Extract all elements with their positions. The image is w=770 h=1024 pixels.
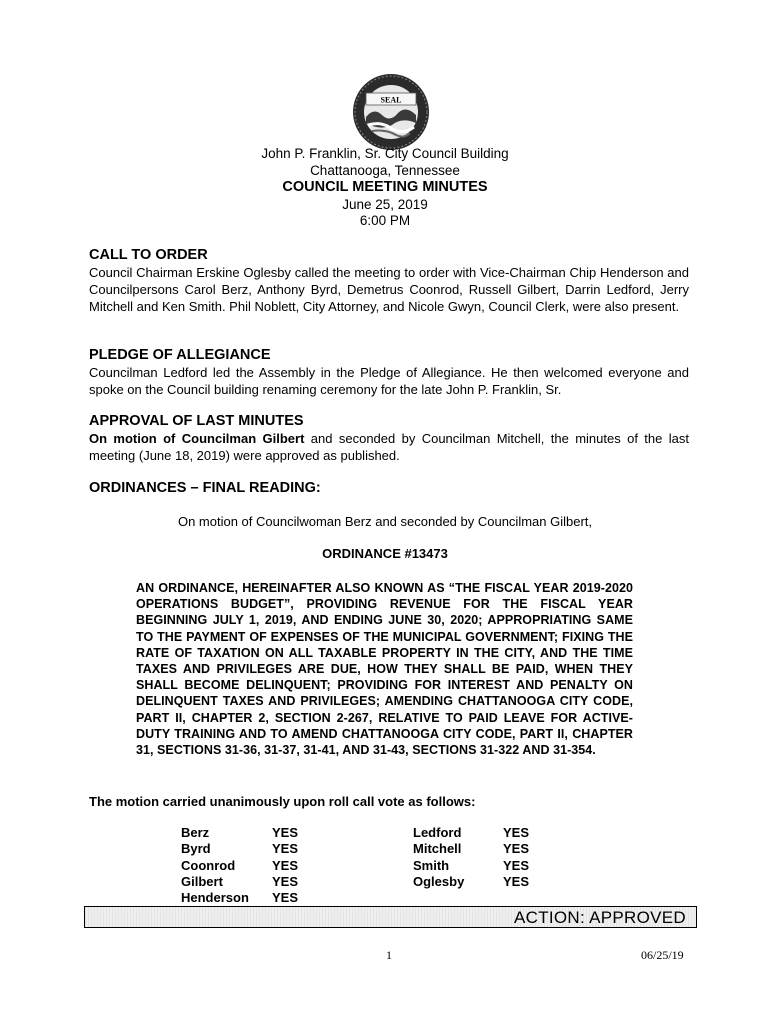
call-to-order-text: Council Chairman Erskine Oglesby called the meeting to order with Vice-Chairman Chip Henderson and Councilpersons Carol Berz, Anthony Byrd, Demetrus Coonrod, Russell Gilbert, Darrin Ledford, Jerry Mitchell and Ken Smith. Phil Noblett, City Attorney, and Nicole Gwyn, Council Clerk, were also present. (89, 265, 689, 314)
ordinance-number: ORDINANCE #13473 (322, 546, 448, 561)
approval-motion-rest: and seconded by Councilman Mitchell, the minutes of the last meeting (June 18, 2019) were approved as published. (89, 431, 689, 463)
vote-value: YES (272, 890, 299, 906)
voter-name: Mitchell (413, 841, 462, 857)
voter-name: Henderson (181, 890, 249, 906)
vote-value: YES (272, 841, 299, 857)
action-status: ACTION: APPROVED (513, 908, 686, 927)
approval-text (89, 430, 689, 464)
meeting-date: June 25, 2019 (342, 197, 428, 212)
call-to-order-heading: CALL TO ORDER (89, 247, 208, 263)
approval-motion-lead: On motion of Councilman Gilbert (89, 431, 305, 446)
approval-heading: APPROVAL OF LAST MINUTES (89, 413, 304, 429)
voter-name: Coonrod (181, 857, 236, 873)
voter-name: Berz (181, 825, 210, 840)
meeting-time: 6:00 PM (359, 213, 411, 228)
vote-value: YES (503, 873, 530, 889)
pledge-text: Councilman Ledford led the Assembly in the Pledge of Allegiance. He then welcomed everyone and spoke on the Council building renaming ceremony for the late John P. Franklin, Sr. (89, 365, 689, 397)
vote-value: YES (503, 841, 530, 857)
ordinances-heading: ORDINANCES – FINAL READING: (89, 480, 321, 496)
voter-name: Ledford (413, 825, 462, 840)
page-number: 1 (386, 948, 392, 962)
ordinance-motion-line: On motion of Councilwoman Berz and seconded by Councilman Gilbert, (177, 514, 593, 529)
voter-name: Oglesby (413, 873, 465, 889)
vote-value: YES (503, 857, 530, 873)
vote-value: YES (272, 857, 299, 873)
footer-date: 06/25/19 (641, 948, 684, 962)
city-seal-icon (352, 73, 430, 151)
ordinance-text: AN ORDINANCE, HEREINAFTER ALSO KNOWN AS “THE FISCAL YEAR 2019-2020 OPERATIONS BUDGET”, PROVIDING REVENUE FOR THE FISCAL YEAR BEGINNING JULY 1, 2019, AND ENDING JUNE 30, 2020; APPROPRIATING SAME TO THE PAYMENT OF EXPENSES OF THE MUNICIPAL GOVERNMENT; FIXING THE RATE OF TAXATION ON ALL TAXABLE PROPERTY IN THE CITY, AND THE TIME TAXES AND PRIVILEGES ARE DUE, HOW THEY SHALL BE PAID, WHEN THEY SHALL BECOME DELINQUENT; PROVIDING FOR INTEREST AND PENALTY ON DELINQUENT TAXES AND PRIVILEGES; AMENDING CHATTANOOGA CITY CODE, PART II, CHAPTER 2, SECTION 2-267, RELATIVE TO PAID LEAVE FOR ACTIVE-DUTY TRAINING AND TO AMEND CHATTANOOGA CITY CODE, PART II, CHAPTER 31, SECTIONS 31-36, 31-37, 31-41, AND 31-43, SECTIONS 31-322 AND 31-354. (136, 581, 633, 758)
vote-value: YES (503, 825, 530, 840)
voter-name: Byrd (181, 841, 211, 857)
seal-text: SEAL (380, 95, 402, 105)
voter-name: Gilbert (181, 873, 223, 889)
action-bar (84, 906, 697, 928)
pledge-heading: PLEDGE OF ALLEGIANCE (89, 347, 271, 363)
building-name: John P. Franklin, Sr. City Council Building (261, 146, 509, 161)
voter-name: Smith (413, 857, 450, 873)
vote-value: YES (272, 825, 299, 840)
city-name: Chattanooga, Tennessee (310, 163, 460, 178)
vote-intro: The motion carried unanimously upon roll call vote as follows: (89, 794, 476, 809)
vote-value: YES (272, 873, 299, 889)
page-title: COUNCIL MEETING MINUTES (282, 179, 488, 195)
